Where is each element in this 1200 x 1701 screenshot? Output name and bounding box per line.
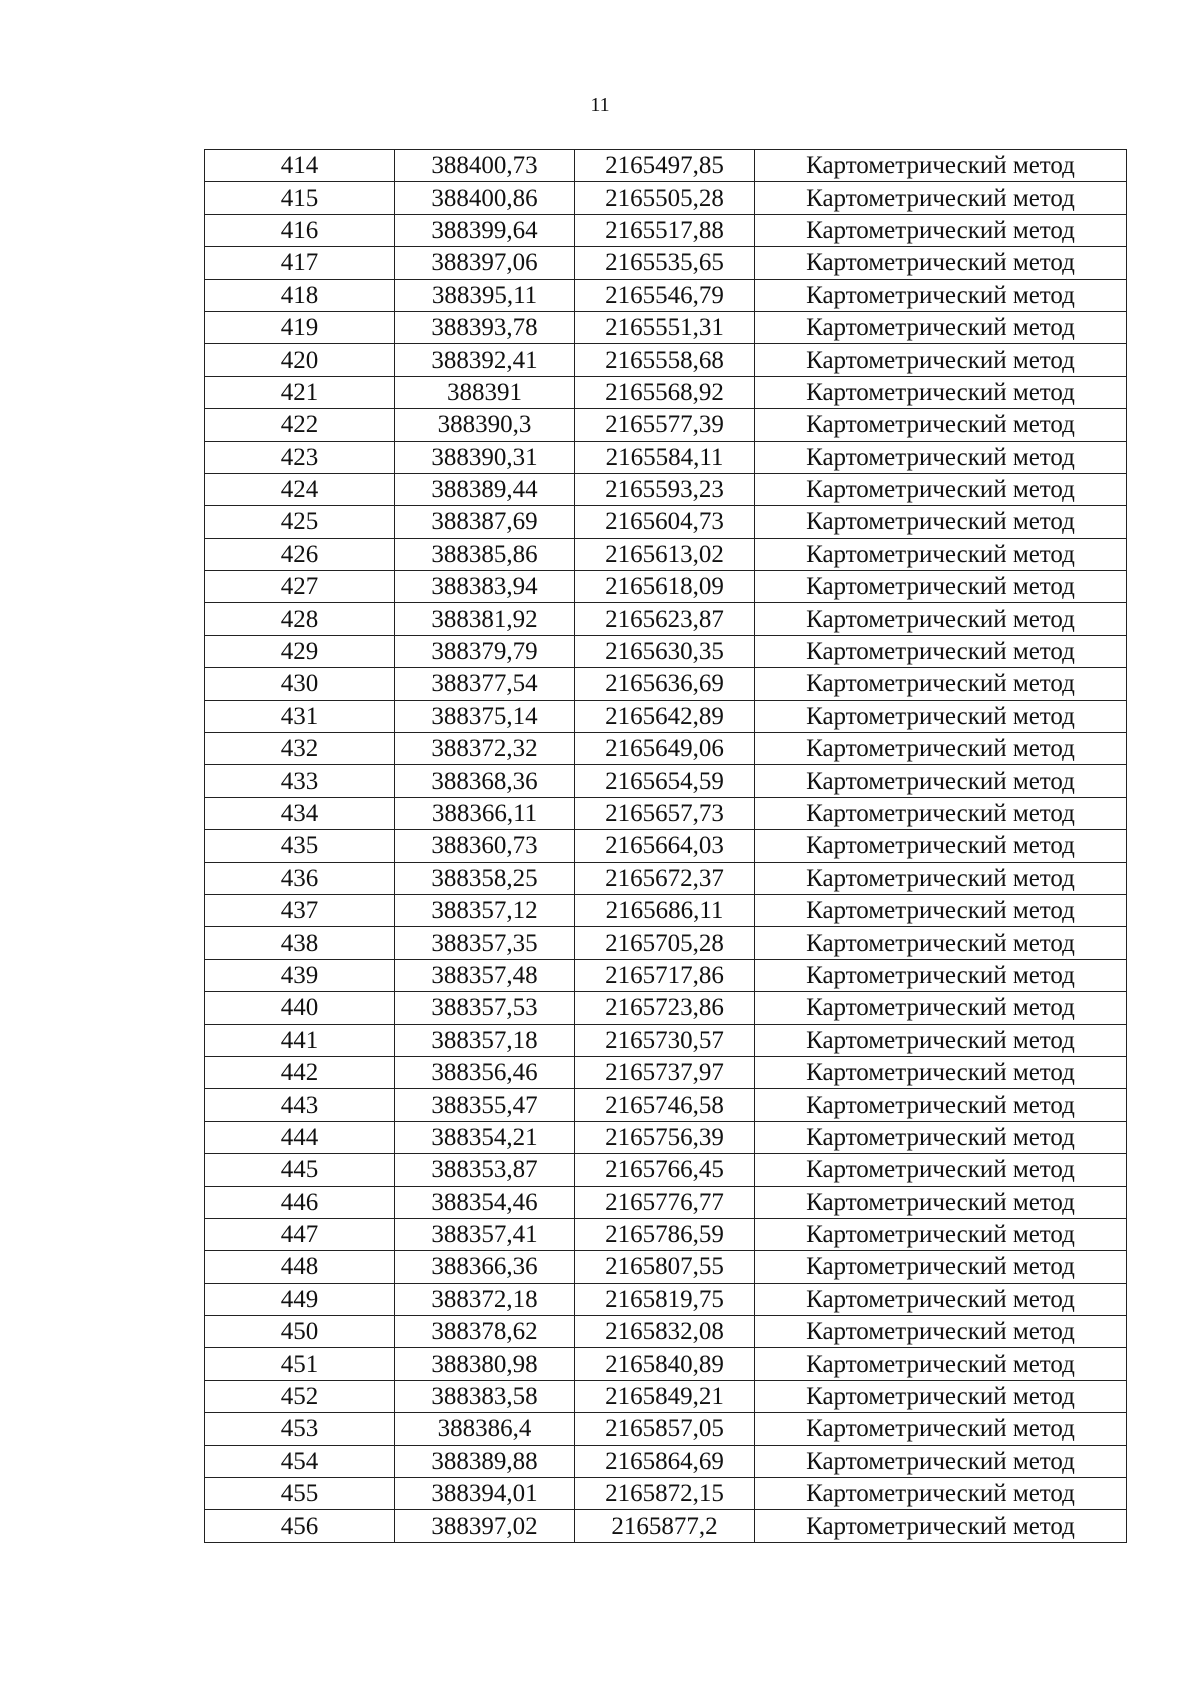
point-number-cell: 422: [205, 409, 395, 441]
x-coordinate-cell: 388366,36: [395, 1251, 575, 1283]
y-coordinate-cell: 2165551,31: [575, 311, 755, 343]
table-row: [205, 311, 1127, 343]
y-coordinate-cell: 2165546,79: [575, 279, 755, 311]
y-coordinate-cell: 2165584,11: [575, 441, 755, 473]
point-number-cell: 426: [205, 538, 395, 570]
x-coordinate-cell: 388385,86: [395, 538, 575, 570]
coordinates-table-body: [205, 150, 1127, 1543]
y-coordinate-cell: 2165636,69: [575, 668, 755, 700]
table-row: [205, 376, 1127, 408]
y-coordinate-cell: 2165857,05: [575, 1413, 755, 1445]
table-row: [205, 182, 1127, 214]
x-coordinate-cell: 388372,32: [395, 733, 575, 765]
x-coordinate-cell: 388357,35: [395, 927, 575, 959]
point-number-cell: 443: [205, 1089, 395, 1121]
table-row: [205, 1218, 1127, 1250]
method-cell: Картометрический метод: [755, 894, 1127, 926]
table-row: [205, 1056, 1127, 1088]
method-cell: Картометрический метод: [755, 603, 1127, 635]
method-cell: Картометрический метод: [755, 311, 1127, 343]
table-row: [205, 992, 1127, 1024]
y-coordinate-cell: 2165686,11: [575, 894, 755, 926]
table-row: [205, 733, 1127, 765]
x-coordinate-cell: 388375,14: [395, 700, 575, 732]
table-row: [205, 506, 1127, 538]
method-cell: Картометрический метод: [755, 1478, 1127, 1510]
table-row: [205, 1316, 1127, 1348]
method-cell: Картометрический метод: [755, 1251, 1127, 1283]
x-coordinate-cell: 388354,46: [395, 1186, 575, 1218]
method-cell: Картометрический метод: [755, 409, 1127, 441]
y-coordinate-cell: 2165517,88: [575, 214, 755, 246]
table-row: [205, 473, 1127, 505]
x-coordinate-cell: 388383,58: [395, 1380, 575, 1412]
point-number-cell: 414: [205, 150, 395, 182]
method-cell: Картометрический метод: [755, 538, 1127, 570]
x-coordinate-cell: 388381,92: [395, 603, 575, 635]
x-coordinate-cell: 388387,69: [395, 506, 575, 538]
table-row: [205, 959, 1127, 991]
x-coordinate-cell: 388357,41: [395, 1218, 575, 1250]
point-number-cell: 435: [205, 830, 395, 862]
table-row: [205, 1380, 1127, 1412]
x-coordinate-cell: 388397,02: [395, 1510, 575, 1542]
point-number-cell: 449: [205, 1283, 395, 1315]
y-coordinate-cell: 2165872,15: [575, 1478, 755, 1510]
method-cell: Картометрический метод: [755, 830, 1127, 862]
point-number-cell: 437: [205, 894, 395, 926]
y-coordinate-cell: 2165657,73: [575, 797, 755, 829]
method-cell: Картометрический метод: [755, 1316, 1127, 1348]
y-coordinate-cell: 2165776,77: [575, 1186, 755, 1218]
y-coordinate-cell: 2165642,89: [575, 700, 755, 732]
table-row: [205, 1154, 1127, 1186]
method-cell: Картометрический метод: [755, 182, 1127, 214]
y-coordinate-cell: 2165497,85: [575, 150, 755, 182]
method-cell: Картометрический метод: [755, 1056, 1127, 1088]
x-coordinate-cell: 388377,54: [395, 668, 575, 700]
table-row: [205, 538, 1127, 570]
method-cell: Картометрический метод: [755, 1283, 1127, 1315]
method-cell: Картометрический метод: [755, 992, 1127, 1024]
x-coordinate-cell: 388390,3: [395, 409, 575, 441]
point-number-cell: 432: [205, 733, 395, 765]
point-number-cell: 456: [205, 1510, 395, 1542]
y-coordinate-cell: 2165630,35: [575, 635, 755, 667]
x-coordinate-cell: 388392,41: [395, 344, 575, 376]
point-number-cell: 453: [205, 1413, 395, 1445]
table-row: [205, 1186, 1127, 1218]
point-number-cell: 438: [205, 927, 395, 959]
y-coordinate-cell: 2165577,39: [575, 409, 755, 441]
point-number-cell: 415: [205, 182, 395, 214]
method-cell: Картометрический метод: [755, 441, 1127, 473]
y-coordinate-cell: 2165849,21: [575, 1380, 755, 1412]
y-coordinate-cell: 2165593,23: [575, 473, 755, 505]
point-number-cell: 424: [205, 473, 395, 505]
point-number-cell: 447: [205, 1218, 395, 1250]
y-coordinate-cell: 2165786,59: [575, 1218, 755, 1250]
y-coordinate-cell: 2165649,06: [575, 733, 755, 765]
method-cell: Картометрический метод: [755, 1121, 1127, 1153]
table-row: [205, 1283, 1127, 1315]
point-number-cell: 428: [205, 603, 395, 635]
y-coordinate-cell: 2165604,73: [575, 506, 755, 538]
table-row: [205, 214, 1127, 246]
point-number-cell: 450: [205, 1316, 395, 1348]
table-row: [205, 894, 1127, 926]
point-number-cell: 454: [205, 1445, 395, 1477]
point-number-cell: 445: [205, 1154, 395, 1186]
method-cell: Картометрический метод: [755, 1445, 1127, 1477]
y-coordinate-cell: 2165877,2: [575, 1510, 755, 1542]
x-coordinate-cell: 388380,98: [395, 1348, 575, 1380]
method-cell: Картометрический метод: [755, 797, 1127, 829]
point-number-cell: 427: [205, 571, 395, 603]
point-number-cell: 446: [205, 1186, 395, 1218]
method-cell: Картометрический метод: [755, 279, 1127, 311]
point-number-cell: 429: [205, 635, 395, 667]
method-cell: Картометрический метод: [755, 1380, 1127, 1412]
method-cell: Картометрический метод: [755, 1413, 1127, 1445]
table-row: [205, 1024, 1127, 1056]
point-number-cell: 419: [205, 311, 395, 343]
point-number-cell: 455: [205, 1478, 395, 1510]
table-row: [205, 1348, 1127, 1380]
x-coordinate-cell: 388372,18: [395, 1283, 575, 1315]
x-coordinate-cell: 388391: [395, 376, 575, 408]
y-coordinate-cell: 2165505,28: [575, 182, 755, 214]
table-row: [205, 1251, 1127, 1283]
x-coordinate-cell: 388366,11: [395, 797, 575, 829]
y-coordinate-cell: 2165672,37: [575, 862, 755, 894]
x-coordinate-cell: 388383,94: [395, 571, 575, 603]
y-coordinate-cell: 2165840,89: [575, 1348, 755, 1380]
table-row: [205, 247, 1127, 279]
method-cell: Картометрический метод: [755, 959, 1127, 991]
method-cell: Картометрический метод: [755, 376, 1127, 408]
method-cell: Картометрический метод: [755, 1089, 1127, 1121]
x-coordinate-cell: 388368,36: [395, 765, 575, 797]
y-coordinate-cell: 2165705,28: [575, 927, 755, 959]
method-cell: Картометрический метод: [755, 150, 1127, 182]
method-cell: Картометрический метод: [755, 571, 1127, 603]
method-cell: Картометрический метод: [755, 1218, 1127, 1250]
method-cell: Картометрический метод: [755, 733, 1127, 765]
point-number-cell: 421: [205, 376, 395, 408]
method-cell: Картометрический метод: [755, 1348, 1127, 1380]
y-coordinate-cell: 2165756,39: [575, 1121, 755, 1153]
point-number-cell: 418: [205, 279, 395, 311]
table-row: [205, 635, 1127, 667]
method-cell: Картометрический метод: [755, 344, 1127, 376]
table-row: [205, 1510, 1127, 1542]
method-cell: Картометрический метод: [755, 1024, 1127, 1056]
point-number-cell: 423: [205, 441, 395, 473]
x-coordinate-cell: 388354,21: [395, 1121, 575, 1153]
y-coordinate-cell: 2165730,57: [575, 1024, 755, 1056]
method-cell: Картометрический метод: [755, 1510, 1127, 1542]
table-row: [205, 797, 1127, 829]
x-coordinate-cell: 388358,25: [395, 862, 575, 894]
x-coordinate-cell: 388357,12: [395, 894, 575, 926]
method-cell: Картометрический метод: [755, 668, 1127, 700]
method-cell: Картометрический метод: [755, 1154, 1127, 1186]
method-cell: Картометрический метод: [755, 765, 1127, 797]
y-coordinate-cell: 2165819,75: [575, 1283, 755, 1315]
x-coordinate-cell: 388399,64: [395, 214, 575, 246]
x-coordinate-cell: 388389,44: [395, 473, 575, 505]
y-coordinate-cell: 2165807,55: [575, 1251, 755, 1283]
table-row: [205, 927, 1127, 959]
point-number-cell: 430: [205, 668, 395, 700]
y-coordinate-cell: 2165618,09: [575, 571, 755, 603]
table-row: [205, 571, 1127, 603]
x-coordinate-cell: 388357,18: [395, 1024, 575, 1056]
method-cell: Картометрический метод: [755, 473, 1127, 505]
method-cell: Картометрический метод: [755, 635, 1127, 667]
table-row: [205, 830, 1127, 862]
x-coordinate-cell: 388400,86: [395, 182, 575, 214]
page-number: 11: [590, 94, 610, 116]
method-cell: Картометрический метод: [755, 700, 1127, 732]
point-number-cell: 452: [205, 1380, 395, 1412]
point-number-cell: 416: [205, 214, 395, 246]
point-number-cell: 451: [205, 1348, 395, 1380]
table-row: [205, 1121, 1127, 1153]
x-coordinate-cell: 388353,87: [395, 1154, 575, 1186]
y-coordinate-cell: 2165864,69: [575, 1445, 755, 1477]
table-row: [205, 668, 1127, 700]
method-cell: Картометрический метод: [755, 1186, 1127, 1218]
y-coordinate-cell: 2165558,68: [575, 344, 755, 376]
x-coordinate-cell: 388355,47: [395, 1089, 575, 1121]
x-coordinate-cell: 388395,11: [395, 279, 575, 311]
table-row: [205, 765, 1127, 797]
point-number-cell: 439: [205, 959, 395, 991]
table-row: [205, 409, 1127, 441]
x-coordinate-cell: 388357,48: [395, 959, 575, 991]
point-number-cell: 417: [205, 247, 395, 279]
table-row: [205, 1413, 1127, 1445]
table-row: [205, 603, 1127, 635]
x-coordinate-cell: 388386,4: [395, 1413, 575, 1445]
point-number-cell: 420: [205, 344, 395, 376]
y-coordinate-cell: 2165737,97: [575, 1056, 755, 1088]
point-number-cell: 425: [205, 506, 395, 538]
table-row: [205, 1445, 1127, 1477]
point-number-cell: 440: [205, 992, 395, 1024]
y-coordinate-cell: 2165723,86: [575, 992, 755, 1024]
x-coordinate-cell: 388357,53: [395, 992, 575, 1024]
y-coordinate-cell: 2165746,58: [575, 1089, 755, 1121]
point-number-cell: 444: [205, 1121, 395, 1153]
point-number-cell: 441: [205, 1024, 395, 1056]
x-coordinate-cell: 388393,78: [395, 311, 575, 343]
x-coordinate-cell: 388378,62: [395, 1316, 575, 1348]
y-coordinate-cell: 2165654,59: [575, 765, 755, 797]
y-coordinate-cell: 2165535,65: [575, 247, 755, 279]
table-row: [205, 441, 1127, 473]
point-number-cell: 433: [205, 765, 395, 797]
method-cell: Картометрический метод: [755, 247, 1127, 279]
point-number-cell: 434: [205, 797, 395, 829]
y-coordinate-cell: 2165664,03: [575, 830, 755, 862]
table-row: [205, 279, 1127, 311]
x-coordinate-cell: 388389,88: [395, 1445, 575, 1477]
method-cell: Картометрический метод: [755, 862, 1127, 894]
y-coordinate-cell: 2165832,08: [575, 1316, 755, 1348]
point-number-cell: 448: [205, 1251, 395, 1283]
x-coordinate-cell: 388356,46: [395, 1056, 575, 1088]
table-row: [205, 1478, 1127, 1510]
point-number-cell: 431: [205, 700, 395, 732]
x-coordinate-cell: 388379,79: [395, 635, 575, 667]
method-cell: Картометрический метод: [755, 214, 1127, 246]
table-row: [205, 700, 1127, 732]
x-coordinate-cell: 388400,73: [395, 150, 575, 182]
table-row: [205, 862, 1127, 894]
table-row: [205, 1089, 1127, 1121]
y-coordinate-cell: 2165623,87: [575, 603, 755, 635]
point-number-cell: 436: [205, 862, 395, 894]
x-coordinate-cell: 388360,73: [395, 830, 575, 862]
x-coordinate-cell: 388394,01: [395, 1478, 575, 1510]
table-row: [205, 150, 1127, 182]
x-coordinate-cell: 388397,06: [395, 247, 575, 279]
point-number-cell: 442: [205, 1056, 395, 1088]
y-coordinate-cell: 2165766,45: [575, 1154, 755, 1186]
y-coordinate-cell: 2165613,02: [575, 538, 755, 570]
y-coordinate-cell: 2165717,86: [575, 959, 755, 991]
table-row: [205, 344, 1127, 376]
method-cell: Картометрический метод: [755, 927, 1127, 959]
y-coordinate-cell: 2165568,92: [575, 376, 755, 408]
coordinates-table: [204, 149, 1127, 1543]
x-coordinate-cell: 388390,31: [395, 441, 575, 473]
method-cell: Картометрический метод: [755, 506, 1127, 538]
